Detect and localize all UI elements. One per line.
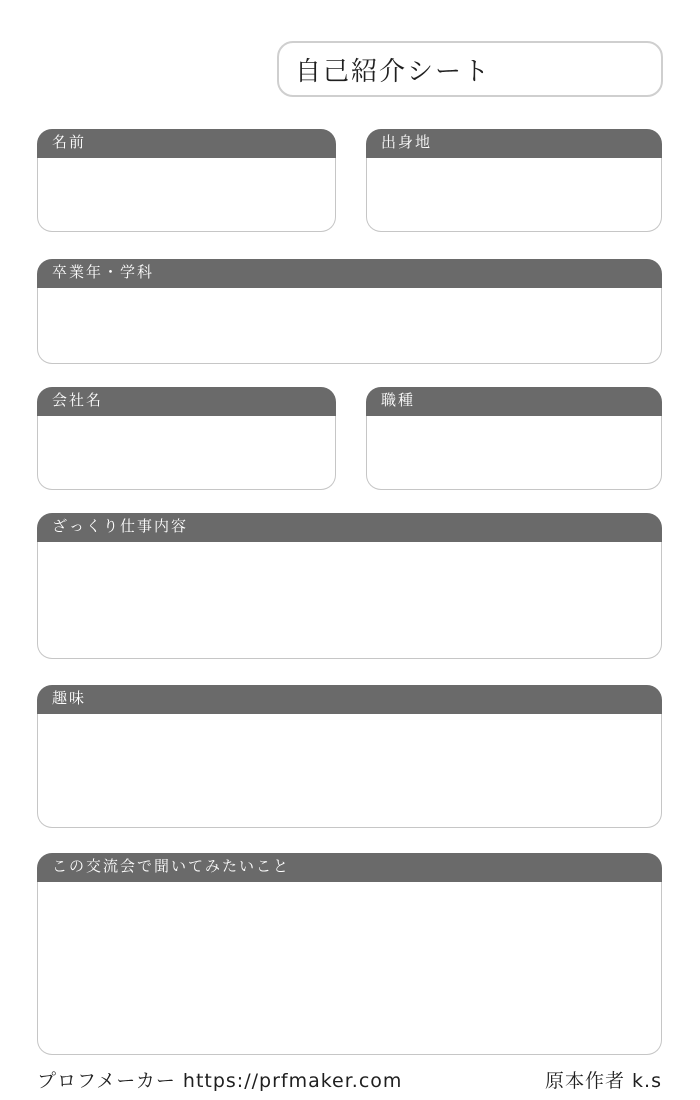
field-hobby-header: [37, 685, 662, 714]
field-company-label: 会社名: [52, 391, 104, 409]
field-job-type-header: [366, 387, 662, 416]
field-job-description: [37, 513, 662, 659]
field-name-header: [37, 129, 336, 158]
field-name-input-area[interactable]: [37, 158, 336, 232]
field-job-type-input-area[interactable]: [366, 416, 662, 490]
field-name-label: 名前: [52, 133, 87, 151]
sheet-title: 自己紹介シート: [295, 56, 492, 87]
field-question-header: [37, 853, 662, 882]
field-birthplace-header: [366, 129, 662, 158]
field-hobby-label: 趣味: [52, 689, 87, 707]
sheet-title-box: [277, 41, 663, 97]
footer-credit: 原本作者 k.s: [545, 1070, 662, 1092]
field-company-input-area[interactable]: [37, 416, 336, 490]
footer-brand: プロフメーカー https://prfmaker.com: [37, 1070, 403, 1092]
field-company: [37, 387, 336, 490]
field-graduation-label: 卒業年・学科: [52, 263, 155, 281]
field-question-label: この交流会で聞いてみたいこと: [52, 857, 291, 875]
field-graduation-header: [37, 259, 662, 288]
field-graduation-input-area[interactable]: [37, 288, 662, 364]
field-job-description-input-area[interactable]: [37, 542, 662, 659]
field-graduation: [37, 259, 662, 364]
field-birthplace-input-area[interactable]: [366, 158, 662, 232]
field-name: [37, 129, 336, 232]
field-job-type-label: 職種: [381, 391, 416, 409]
field-job-type: [366, 387, 662, 490]
field-job-description-label: ざっくり仕事内容: [52, 517, 189, 535]
field-job-description-header: [37, 513, 662, 542]
field-hobby: [37, 685, 662, 828]
field-company-header: [37, 387, 336, 416]
field-question: [37, 853, 662, 1055]
field-birthplace: [366, 129, 662, 232]
field-question-input-area[interactable]: [37, 882, 662, 1055]
field-hobby-input-area[interactable]: [37, 714, 662, 828]
field-birthplace-label: 出身地: [381, 133, 433, 151]
